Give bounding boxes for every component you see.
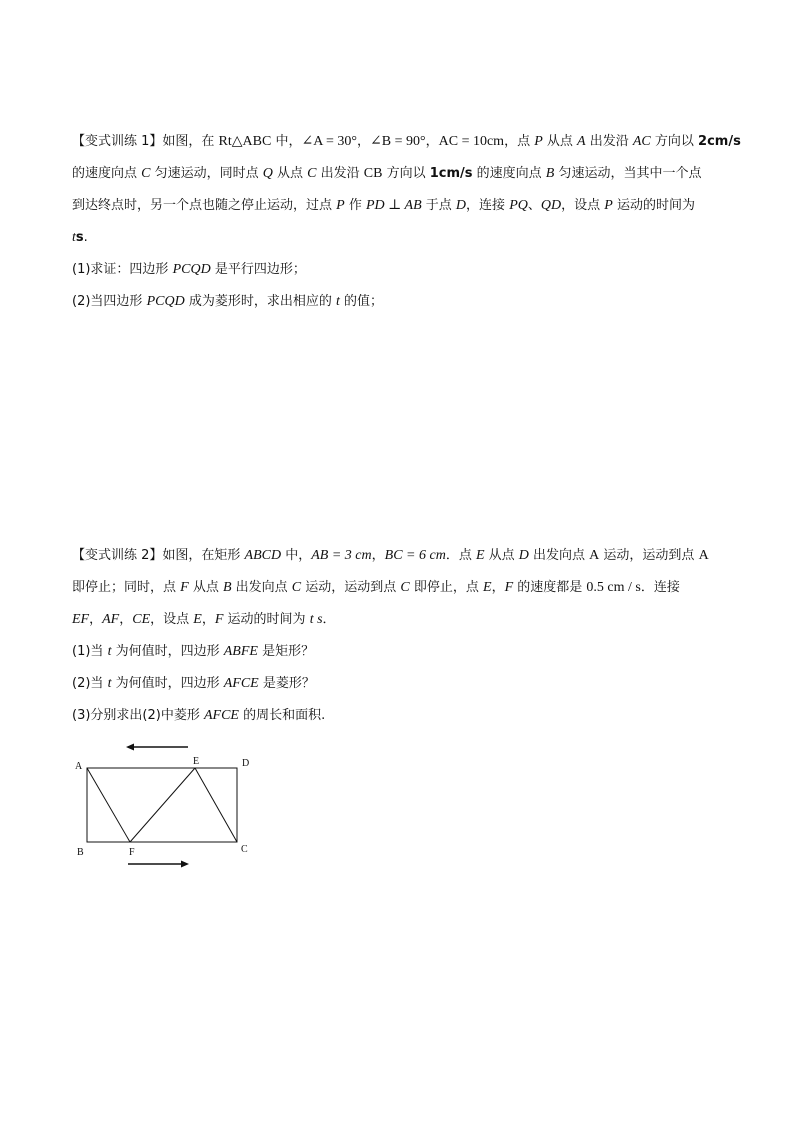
text: ， [491,580,505,595]
text: 的值； [339,294,383,309]
math: PQ [509,198,528,213]
problem-1-line-2 [72,158,722,190]
speed: 1cm/s [429,166,473,181]
segment-fe [130,768,195,842]
arrow-left-icon [126,744,188,751]
segment-ec [195,768,237,842]
text: 为何值时，四边形 [111,644,224,659]
text: 是菱形？ [258,676,315,691]
text: 从点 [188,580,223,595]
problem-1-line-3 [72,190,722,222]
math: C [307,166,317,181]
math: D [455,198,467,213]
math: ABCD [244,548,282,563]
math: PCQD [146,294,185,309]
math: Rt△ABC [218,134,272,149]
problem-2-line-2 [72,572,722,604]
text: ， [201,612,215,627]
text: ， [371,548,385,563]
math: B [222,580,232,595]
math: t [107,676,112,691]
text: ， [425,134,439,149]
label-a: A [75,761,83,772]
math: ∠B = 90° [370,134,426,149]
text: 到达终点时，另一个点也随之停止运动，过点 [72,198,337,213]
problem-1-line-4 [72,222,722,254]
problem-2-question-2 [72,668,722,700]
text: (3)分别求出(2)中菱形 [72,708,204,723]
math: EF [72,612,90,627]
math: BC = 6 cm [384,548,446,563]
text: 出发沿 [585,134,633,149]
problem-1-question-2 [72,286,722,318]
math: t [107,644,112,659]
math: E [475,548,485,563]
text: 的速度都是 [513,580,587,595]
math: AFCE [203,708,239,723]
text: ．连接 [640,580,680,595]
problem-1 [72,126,741,318]
math: AC [632,134,651,149]
problem-1-line-1 [72,126,741,158]
segment-af [87,768,130,842]
rectangle-figure [70,740,260,880]
text: 的周长和面积. [238,708,326,723]
math: F [180,580,189,595]
text: (1)当 [72,644,108,659]
text: 的速度向点 [472,166,546,181]
text: ， [89,612,103,627]
math: A [589,548,600,563]
text: (1)求证：四边形 [72,262,173,277]
text: 匀速运动，同时点 [150,166,263,181]
math: t s [309,612,323,627]
math: E [193,612,202,627]
text: 作 [344,198,366,213]
text: 【变式训练 2】如图，在矩形 [72,548,245,563]
math: CE [132,612,151,627]
math: E [483,580,492,595]
text: 运动，运动到点 [301,580,401,595]
math: AFCE [223,676,259,691]
text: 是平行四边形； [210,262,306,277]
math: QD [540,198,562,213]
label-b: B [77,847,84,858]
math: AF [102,612,120,627]
math: AC = 10cm [438,134,505,149]
math: F [214,612,224,627]
arrow-right-icon [128,861,189,868]
label-d: D [242,758,250,769]
text: 的速度向点 [72,166,142,181]
text: ，设点 [561,198,605,213]
math: A [577,134,586,149]
label-f: F [129,847,135,858]
text: ．点 [445,548,476,563]
problem-2 [72,540,722,732]
text: 中， [281,548,312,563]
math: Q [262,166,273,181]
text: 运动，运动到点 [599,548,699,563]
text: ， [119,612,133,627]
text: 中， [271,134,302,149]
text: 方向以 [382,166,430,181]
math: t [335,294,340,309]
text: ，连接 [466,198,510,213]
text: 成为菱形时，求出相应的 [184,294,336,309]
text: ． [322,612,336,627]
text: . [83,230,88,245]
math: A [698,548,709,563]
math: C [400,580,410,595]
problem-2-line-3 [72,604,722,636]
text: 运动的时间为 [223,612,310,627]
math: P [336,198,345,213]
text: 出发沿 [316,166,364,181]
math: PD ⊥ AB [365,198,422,213]
text: 从点 [272,166,308,181]
math: 0.5 cm / s [586,580,641,595]
math: CB [363,166,383,181]
math: AB = 3 cm [311,548,372,563]
text: 匀速运动，当其中一个点 [554,166,702,181]
text: (2)当 [72,676,108,691]
text: 从点 [542,134,578,149]
text: ，点 [504,134,535,149]
math: P [604,198,613,213]
math: B [545,166,555,181]
text: 出发向点 [528,548,590,563]
math: C [141,166,151,181]
text: 运动的时间为 [612,198,695,213]
problem-2-question-3 [72,700,722,732]
text: 即停止；同时，点 [72,580,181,595]
math: P [534,134,543,149]
text: 、 [527,198,541,213]
speed: 2cm/s [698,134,741,149]
text: 是矩形？ [257,644,315,659]
problem-2-line-1 [72,540,722,572]
math: t [72,230,76,245]
text: (2)当四边形 [72,294,147,309]
label-c: C [241,844,248,855]
text: ，设点 [150,612,194,627]
text: 为何值时，四边形 [111,676,224,691]
unit: s [75,230,84,245]
text: 方向以 [650,134,699,149]
math: F [504,580,514,595]
problem-1-question-1 [72,254,722,286]
problem-2-question-1 [72,636,722,668]
text: 于点 [421,198,456,213]
label-e: E [193,756,200,767]
math: PCQD [172,262,211,277]
text: ， [357,134,371,149]
math: ABFE [223,644,258,659]
text: 【变式训练 1】如图，在 [72,134,219,149]
text: 从点 [484,548,519,563]
math: D [518,548,529,563]
text: 即停止，点 [409,580,484,595]
math: C [291,580,302,595]
text: 出发向点 [231,580,292,595]
math: ∠A = 30° [301,134,358,149]
